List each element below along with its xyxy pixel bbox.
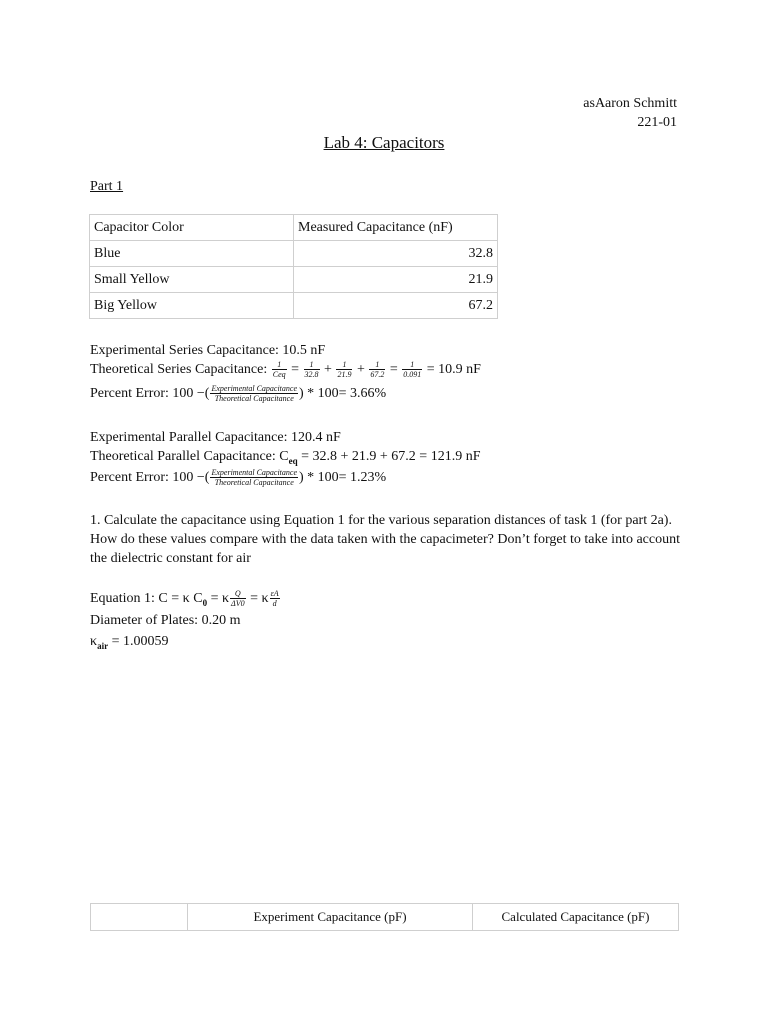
fraction-numerator: 1 (369, 360, 385, 370)
part-label: Part 1 (90, 179, 124, 194)
fraction-denominator: d (272, 599, 277, 609)
delta-v: ΔV (231, 599, 241, 609)
parallel-percent-error (90, 468, 386, 487)
kappa-symbol: κ (90, 634, 98, 649)
parallel-experimental: Experimental Parallel Capacitance: 120.4 nF (90, 430, 341, 445)
table-row (90, 241, 498, 267)
equation-prefix: Equation 1: C = κ C (90, 591, 203, 606)
air-subscript: air (97, 640, 109, 651)
table-cell: 67.2 (294, 293, 498, 319)
fraction-denominator (230, 599, 246, 608)
fraction-1-over-ceq (272, 360, 287, 379)
column-header: Capacitor Color (90, 215, 294, 241)
table-cell: Blue (90, 241, 294, 267)
fraction-denominator: Theoretical Capacitance (214, 478, 294, 488)
series-theoretical: Theoretical Series Capacitance: $\frac{1}{\text{Ceq}}$ = $\frac{1}{32.8}$ + $\frac{1}{21.9}$ + $\frac{1}{67.2}$ = $\frac{1}{0.091}$ = 10.9 nF (90, 360, 481, 380)
page-title: Lab 4: Capacitors (323, 133, 445, 152)
question-line-3: the dielectric constant for air (90, 551, 251, 566)
fraction-denominator: 67.2 (370, 370, 385, 380)
table-row (90, 267, 498, 293)
percent-error-prefix: Percent Error: 100 −( (90, 470, 210, 485)
fraction-denominator: 0.091 (403, 370, 422, 380)
fraction (336, 360, 352, 379)
fraction-numerator: 1 (304, 360, 320, 370)
table-cell: Big Yellow (90, 293, 294, 319)
equation-mid-2: = κ (246, 591, 269, 606)
capacitance-ratio (210, 384, 298, 403)
series-percent-error (90, 384, 386, 403)
parallel-theoretical-label: Theoretical Parallel Capacitance: C (90, 449, 289, 464)
fraction-numerator: Q (230, 589, 246, 599)
table-cell: 32.8 (294, 241, 498, 267)
equation-mid: = κ (207, 591, 230, 606)
series-experimental: Experimental Series Capacitance: 10.5 nF (90, 343, 326, 358)
percent-error-result: ) * 100= 3.66% (299, 386, 387, 401)
table-row (90, 293, 498, 319)
fraction-denominator: 21.9 (337, 370, 352, 380)
author-name: asAaron Schmitt (583, 96, 677, 111)
kappa-air-line (90, 632, 168, 656)
eq-subscript: eq (288, 455, 298, 466)
table-header-row (91, 904, 679, 931)
column-header: Calculated Capacitance (pF) (473, 904, 679, 931)
percent-error-result: ) * 100= 1.23% (299, 470, 387, 485)
capacitance-table (89, 214, 498, 319)
q-over-dv-fraction (230, 589, 246, 608)
fraction (304, 360, 320, 379)
column-header: Experiment Capacitance (pF) (188, 904, 473, 931)
fraction-numerator: εA (270, 589, 279, 599)
percent-error-prefix: Percent Error: 100 −( (90, 386, 210, 401)
parallel-theoretical-value: = 32.8 + 21.9 + 67.2 = 121.9 nF (297, 449, 481, 464)
fraction-numerator: 1 (336, 360, 352, 370)
fraction-numerator: 1 (272, 360, 287, 370)
delta-v-subscript: 0 (240, 599, 245, 609)
fraction (369, 360, 385, 379)
series-result: = 10.9 nF (426, 362, 481, 377)
series-theoretical-label: Theoretical Series Capacitance: (90, 362, 268, 377)
table-header-row (90, 215, 498, 241)
fraction-denominator: 32.8 (304, 370, 319, 380)
capacitance-ratio (210, 468, 298, 487)
capacitance-comparison-table (90, 903, 679, 931)
diameter-line: Diameter of Plates: 0.20 m (90, 613, 241, 628)
course-number: 221-01 (637, 115, 677, 130)
fraction-numerator: Experimental Capacitance (211, 384, 297, 394)
fraction-numerator: Experimental Capacitance (211, 468, 297, 478)
table-cell: 21.9 (294, 267, 498, 293)
kappa-value: = 1.00059 (108, 634, 169, 649)
ea-over-d-fraction (270, 589, 280, 608)
fraction-numerator: 1 (402, 360, 422, 370)
fraction-denominator: Theoretical Capacitance (214, 394, 294, 404)
table-cell: Small Yellow (90, 267, 294, 293)
fraction (402, 360, 422, 379)
column-header: Measured Capacitance (nF) (294, 215, 498, 241)
equation-1 (90, 589, 281, 613)
column-header (91, 904, 188, 931)
question-line-2: How do these values compare with the data taken with the capacimeter? Don’t forget to take into account (90, 532, 680, 547)
zero-subscript: 0 (202, 597, 208, 608)
question-line-1: 1. Calculate the capacitance using Equation 1 for the various separation distances of task 1 (for part 2a). (90, 513, 672, 528)
fraction-denominator: Ceq (272, 370, 286, 380)
